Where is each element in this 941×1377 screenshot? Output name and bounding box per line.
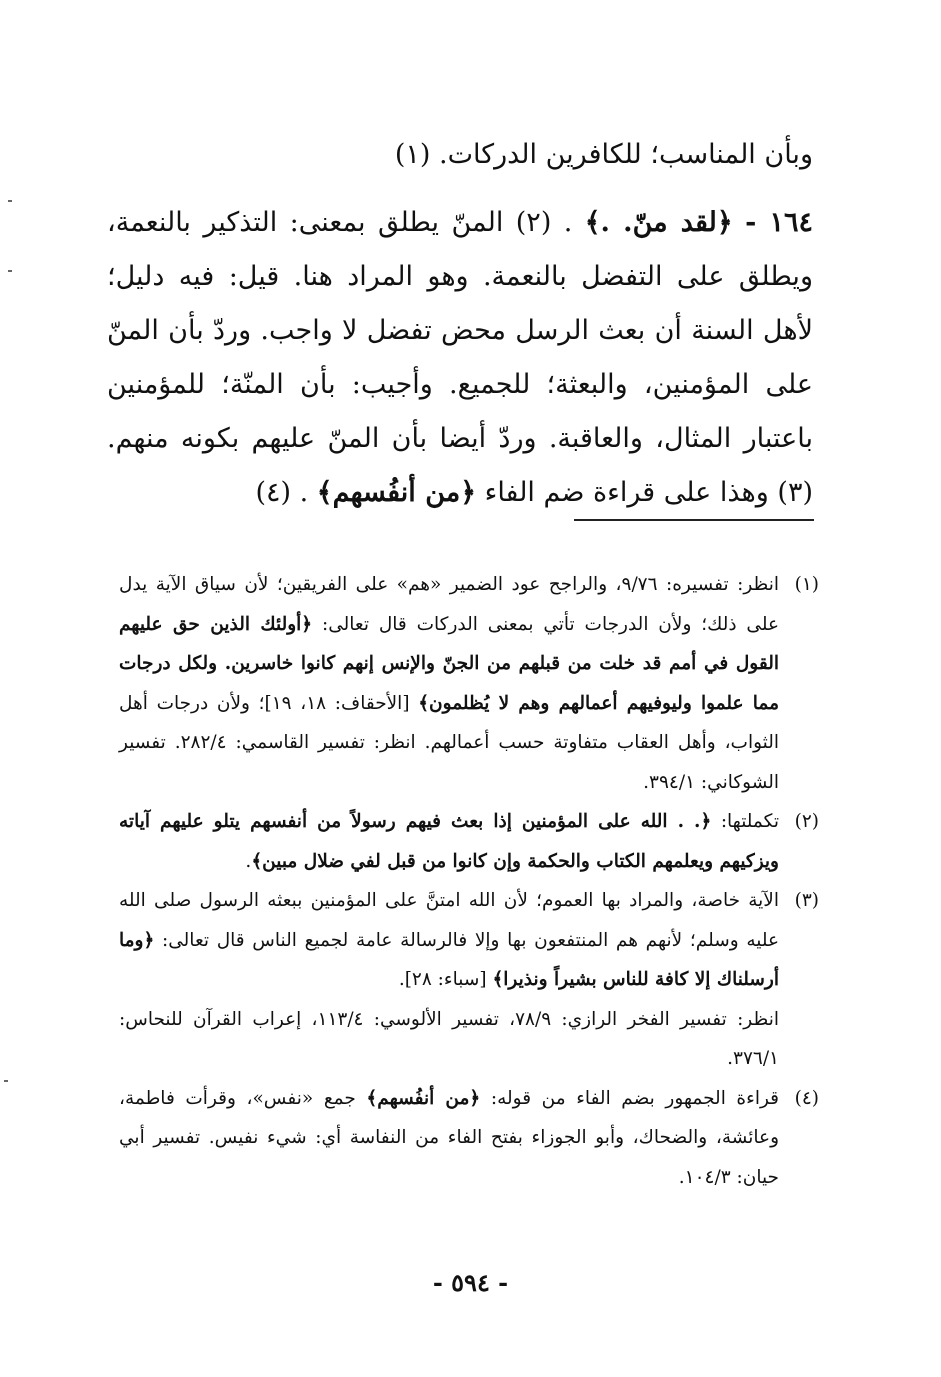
footnote-text [119, 881, 779, 1079]
footnote-text-part: [سباء: ٢٨]. [398, 969, 487, 990]
quran-quote: ﴿لقد منّ. .﴾ [584, 207, 733, 238]
footnote-text-part: جمع «نفس»، وقرأت فاطمة، وعائشة، والضحاك، وأبو الجوزاء بفتح الفاء من النفاسة أي: شيء نفيس. تفسير أبي حيان: ١٠٤/٣. [119, 1087, 779, 1188]
footnote-text-part: . [245, 850, 252, 872]
footnote [119, 1079, 819, 1198]
scan-mark [4, 1080, 8, 1082]
footnote-number: (١) [794, 574, 819, 595]
main-line-1: وبأن المناسب؛ للكافرين الدركات. (١) [394, 139, 813, 170]
quran-quote: ﴿. . الله على المؤمنين إذا بعث فيهم رسولاً من أنفسهم يتلو عليهم آياته ويزكيهم ويعلمهم الكتاب والحكمة وإن كانوا من قبل لفي ضلال مبين﴾ [119, 811, 779, 872]
footnote-text-part: تكملتها: [720, 811, 779, 832]
footnote-number: (٢) [794, 811, 819, 832]
footnotes [119, 565, 819, 1197]
paragraph-text: . (٢) المنّ يطلق بمعنى: التذكير بالنعمة، ويطلق على التفضل بالنعمة. وهو المراد هنا. قيل: فيه دليل؛ لأهل السنة أن بعث الرسل محض تفضل لا واجب. وردّ بأن المنّ على المؤمنين، والبعثة؛ للجميع. وأجيب: بأن المنّة؛ للمؤمنين باعتبار المثال، والعاقبة. وردّ أيضا بأن المنّ عليهم بكونه منهم. (٣) وهذا على قراءة ضم الفاء [107, 207, 813, 508]
scan-mark [8, 270, 12, 272]
footnote-text [119, 802, 779, 881]
footnote-text-part: انظر: تفسيره: ٩/٧٦، والراجح عود الضمير «هم» على الفريقين؛ لأن سياق الآية يدل على ذلك؛ ولأن الدرجات تأتي بمعنى الدركات قال تعالى: [119, 574, 779, 635]
quran-quote: ﴿وما أرسلناك إلا كافة للناس بشيراً ونذيرا﴾ [119, 929, 779, 990]
entry-number: ١٦٤ - [745, 207, 814, 238]
main-paragraph [107, 196, 813, 520]
footnote-text-part: الآية خاصة، والمراد بها العموم؛ لأن الله امتنَّ على المؤمنين ببعثه الرسول صلى الله عليه وسلم؛ لأنهم هم المنتفعون بها وإلا فالرسالة عامة لجميع الناس قال تعالى: [119, 890, 779, 951]
footnote-number: (٣) [794, 890, 819, 911]
page-number: - ٥٩٤ - [432, 1268, 509, 1297]
paragraph-end: . (٤) [255, 477, 309, 508]
footnote-text [119, 1079, 779, 1198]
footnote-number: (٤) [794, 1087, 819, 1109]
quran-quote: ﴿أولئك الذين حق عليهم القول في أمم قد خلت من قبلهم من الجنّ والإنس إنهم كانوا خاسرين. ولكل درجات مما علموا وليوفيهم أعمالهم وهم لا يُظلمون﴾ [119, 613, 779, 714]
footnote-text-part: [الأحقاف: ١٨، ١٩]؛ ولأن درجات أهل الثواب، وأهل العقاب متفاوتة حسب أعمالهم. انظر: تفسير القاسمي: ٢٨٢/٤. تفسير الشوكاني: ٣٩٤/١. [119, 692, 780, 793]
footnote [119, 881, 819, 1079]
footnote-text-part: قراءة الجمهور بضم الفاء من قوله: [490, 1087, 780, 1109]
quran-quote: ﴿من أنفُسهم﴾ [316, 477, 477, 508]
quran-quote: ﴿من أنفُسهم﴾ [366, 1087, 481, 1109]
footnote [119, 802, 819, 881]
scan-mark [8, 200, 12, 202]
main-text [107, 128, 813, 520]
footnote-text [119, 565, 779, 802]
footnote-divider [574, 519, 814, 521]
footnote [119, 565, 819, 802]
footnote-reference: انظر: تفسير الفخر الرازي: ٧٨/٩، تفسير الألوسي: ١١٣/٤، إعراب القرآن للنحاس: ٣٧٦/١. [119, 1008, 779, 1069]
